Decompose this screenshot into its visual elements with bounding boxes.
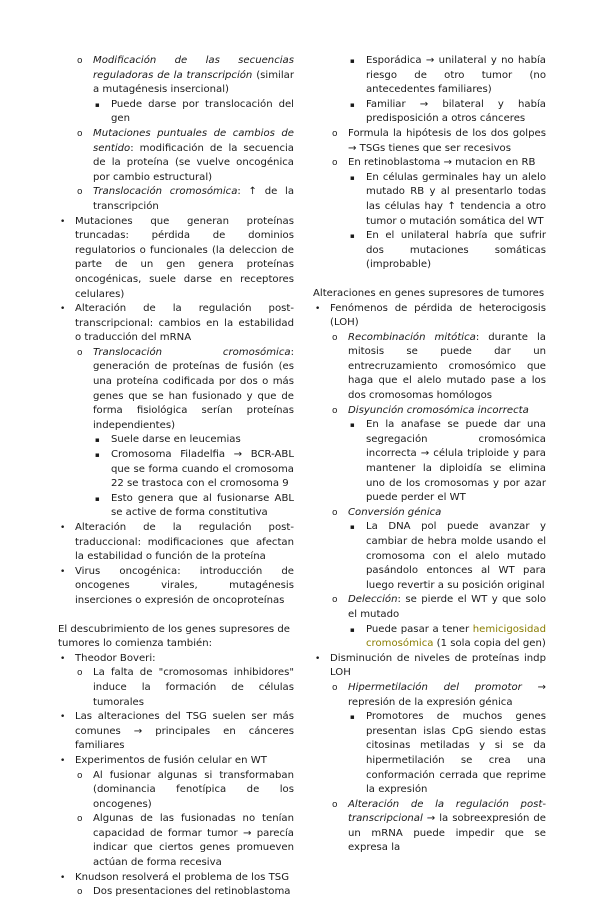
list-item [58, 812, 294, 870]
item-text: En el unilateral habría que sufrir dos mutaciones somáticas (improbable) [366, 230, 546, 271]
item-text: : se pierde el WT y que solo el mutado [348, 594, 546, 620]
list-item [313, 127, 546, 156]
tsg-heading: El descubrimiento de los genes supresores de tumores lo comienza también: [58, 623, 290, 650]
item-text: Mutaciones que generan proteínas truncadas: pérdida de dominios regulatorios o funcionales (la deleccion de parte de un gen genera proteínas oncogénicas, suele darse en receptores celulares) [75, 215, 294, 300]
list-item [58, 185, 294, 214]
list-item [58, 666, 294, 710]
item-term: Translocación cromosómica [93, 186, 238, 198]
bullet-marker: • [315, 303, 321, 314]
list-item [313, 681, 546, 710]
item-text: Dos presentaciones del retinoblastoma [93, 886, 291, 898]
bullet-marker: o [77, 887, 83, 898]
list-item [313, 156, 546, 171]
highlighted-term: hemicigosidad cromosómica [366, 623, 546, 650]
bullet-marker: ▪ [95, 100, 100, 109]
item-term: Disyunción cromosómica incorrecta [348, 404, 529, 416]
list-item [313, 331, 546, 404]
retinoblastoma-list [313, 54, 546, 273]
list-item [58, 215, 294, 303]
list-item [313, 404, 546, 419]
list-item [313, 171, 546, 229]
item-text: Suele darse en leucemias [111, 434, 241, 446]
oncogene-list [58, 54, 294, 609]
bullet-marker: • [60, 304, 66, 315]
bullet-marker: ▪ [95, 494, 100, 503]
bullet-marker: • [60, 755, 66, 766]
bullet-marker: • [60, 712, 66, 723]
item-term: Hipermetilación del promotor [348, 681, 522, 693]
bullet-marker: o [77, 128, 83, 139]
list-item [58, 710, 294, 754]
list-item [313, 229, 546, 273]
bullet-marker: ▪ [350, 100, 355, 109]
list-item [58, 871, 294, 886]
list-item [58, 346, 294, 434]
bullet-marker: o [77, 814, 83, 825]
item-text: Theodor Boveri: [75, 652, 156, 664]
item-text: Knudson resolverá el problema de los TSG [75, 871, 290, 883]
item-text: Experimentos de fusión celular en WT [75, 754, 267, 766]
bullet-marker: ▪ [95, 436, 100, 445]
bullet-marker: ▪ [95, 451, 100, 460]
item-text: : durante la mitosis se puede dar un entrecruzamiento cromosómico que haga que el alelo mutado pase a los dos cromosomas homólogos [348, 331, 546, 402]
bullet-marker: ▪ [350, 232, 355, 241]
list-item [58, 754, 294, 769]
item-text: Puede pasar a tener [366, 623, 473, 635]
section-heading: Alteraciones en genes supresores de tumores [313, 287, 545, 299]
list-item [58, 521, 294, 565]
bullet-marker: o [77, 187, 83, 198]
item-text: : generación de proteínas de fusión (es una proteína codificada por dos o más genes que se han fusionado y que de forma fisiológica serían proteínas independientes) [93, 346, 294, 431]
item-term: Recombinación mitótica [348, 331, 476, 343]
item-text: La falta de "cromosomas inhibidores" induce la formación de células tumorales [93, 667, 294, 708]
right-column [313, 54, 546, 856]
item-text: → represión de la expresión génica [348, 681, 546, 708]
bullet-marker: o [332, 332, 338, 343]
item-term: Modificación de las secuencias reguladoras de la transcripción [93, 55, 294, 81]
list-item [313, 798, 546, 856]
bullet-marker: ▪ [350, 421, 355, 430]
list-item [313, 54, 546, 98]
list-item [313, 418, 546, 506]
item-text: En retinoblastoma → mutacion en RB [348, 157, 536, 169]
item-term: Conversión génica [348, 506, 442, 518]
bullet-marker: o [332, 682, 338, 693]
tsg-list [58, 652, 294, 900]
item-text: Disminución de niveles de proteínas indp LOH [330, 652, 546, 679]
bullet-marker: o [77, 668, 83, 679]
list-item [58, 652, 294, 667]
list-item [58, 54, 294, 98]
bullet-marker: • [60, 653, 66, 664]
list-item [58, 302, 294, 346]
item-text: En la anafase se puede dar una segregación cromosómica incorrecta → célula triploide y para mantener la diploidía se elimina uno de los cromosomas y por azar puede perder el WT [366, 419, 546, 504]
list-item [313, 623, 546, 652]
bullet-marker: ▪ [350, 713, 355, 722]
list-item [313, 710, 546, 798]
list-item [313, 302, 546, 331]
bullet-marker: • [60, 566, 66, 577]
list-item [58, 433, 294, 448]
item-term: Translocación cromosómica [93, 346, 291, 358]
bullet-marker: ▪ [350, 523, 355, 532]
item-term: Mutaciones puntuales de cambios de sentido [93, 127, 294, 154]
list-item [58, 98, 294, 127]
item-text: Cromosoma Filadelfia → BCR-ABL que se forma cuando el cromosoma 22 se trastoca con el cromosoma 9 [111, 449, 294, 490]
bullet-marker: ▪ [350, 173, 355, 182]
item-text: Virus oncogénica: introducción de oncogenes virales, mutagénesis inserciones o expresión de oncoproteínas [75, 565, 294, 606]
item-text: Puede darse por translocación del gen [111, 98, 294, 125]
bullet-marker: • [315, 653, 321, 664]
item-text: Algunas de las fusionadas no tenían capacidad de formar tumor → parecía indicar que ciertos genes promueven actúan de forma recesiva [93, 813, 294, 869]
item-text: (1 sola copia del gen) [433, 638, 546, 650]
bullet-marker: o [77, 770, 83, 781]
list-item [58, 565, 294, 609]
list-item [58, 885, 294, 900]
list-item [313, 506, 546, 521]
list-item [313, 520, 546, 593]
item-text: Fenómenos de pérdida de heterocigosis (LOH) [330, 302, 546, 329]
bullet-marker: o [332, 128, 338, 139]
item-text: Promotores de muchos genes presentan islas CpG siendo estas citosinas metiladas y si se da hipermetilación se crea una conformación cerrada que reprime la expresión [366, 711, 546, 796]
item-text: Alteración de la regulación post-transcripcional: cambios en la estabilidad o traducción del mRNA [75, 303, 294, 344]
list-item [313, 98, 546, 127]
item-text: Alteración de la regulación post-traduccional: modificaciones que afectan la estabilidad o función de la proteína [75, 522, 294, 563]
item-text: La DNA pol puede avanzar y cambiar de hebra molde usando el cromosoma con el alelo mutado pasándolo entonces al WT para luego revertir a su posición original [366, 521, 546, 591]
bullet-marker: o [332, 507, 338, 518]
list-item [58, 769, 294, 813]
item-text: Familiar → bilateral y había predisposición a otros cánceres [366, 98, 546, 125]
loh-list [313, 302, 546, 857]
bullet-marker: o [332, 799, 338, 810]
bullet-marker: • [60, 523, 66, 533]
item-text: : ↑ de la transcripción [93, 186, 295, 212]
list-item [58, 127, 294, 185]
bullet-marker: o [332, 595, 338, 606]
list-item [313, 652, 546, 681]
item-text: Formula la hipótesis de los dos golpes → TSGs tienes que ser recesivos [348, 127, 546, 154]
item-text: Al fusionar algunas si transformaban (dominancia fenotípica de los oncogenes) [93, 769, 294, 810]
left-column [58, 54, 294, 900]
bullet-marker: • [60, 216, 66, 227]
item-term: Alteración de la regulación post-transcripcional [348, 798, 546, 825]
item-text: Esto genera que al fusionarse ABL se active de forma constitutiva [111, 492, 294, 519]
bullet-marker: o [77, 347, 83, 358]
bullet-marker: o [332, 405, 338, 416]
item-text: → la sobreexpresión de un mRNA puede impedir que se expresa la [348, 813, 546, 854]
item-text: En células germinales hay un alelo mutado RB y al presentarlo todas las células hay ↑ tendencia a otro tumor o mutación somática del WT [366, 171, 546, 227]
item-term: Delección [348, 594, 398, 606]
bullet-marker: • [60, 872, 66, 883]
list-item [58, 492, 294, 521]
bullet-marker: o [77, 56, 83, 66]
list-item [313, 593, 546, 622]
item-text: Las alteraciones del TSG suelen ser más comunes → principales en cánceres familiares [75, 711, 294, 752]
item-text: (similar a mutagénesis insercional) [93, 69, 294, 96]
item-text: : modificación de la secuencia de la proteína (se vuelve oncogénica por cambio estructural) [93, 142, 294, 183]
item-text: Esporádica → unilateral y no había riesgo de otro tumor (no antecedentes familiares) [366, 55, 546, 96]
bullet-marker: o [332, 158, 338, 169]
bullet-marker: ▪ [350, 625, 355, 634]
bullet-marker: ▪ [350, 57, 355, 65]
list-item [58, 448, 294, 492]
